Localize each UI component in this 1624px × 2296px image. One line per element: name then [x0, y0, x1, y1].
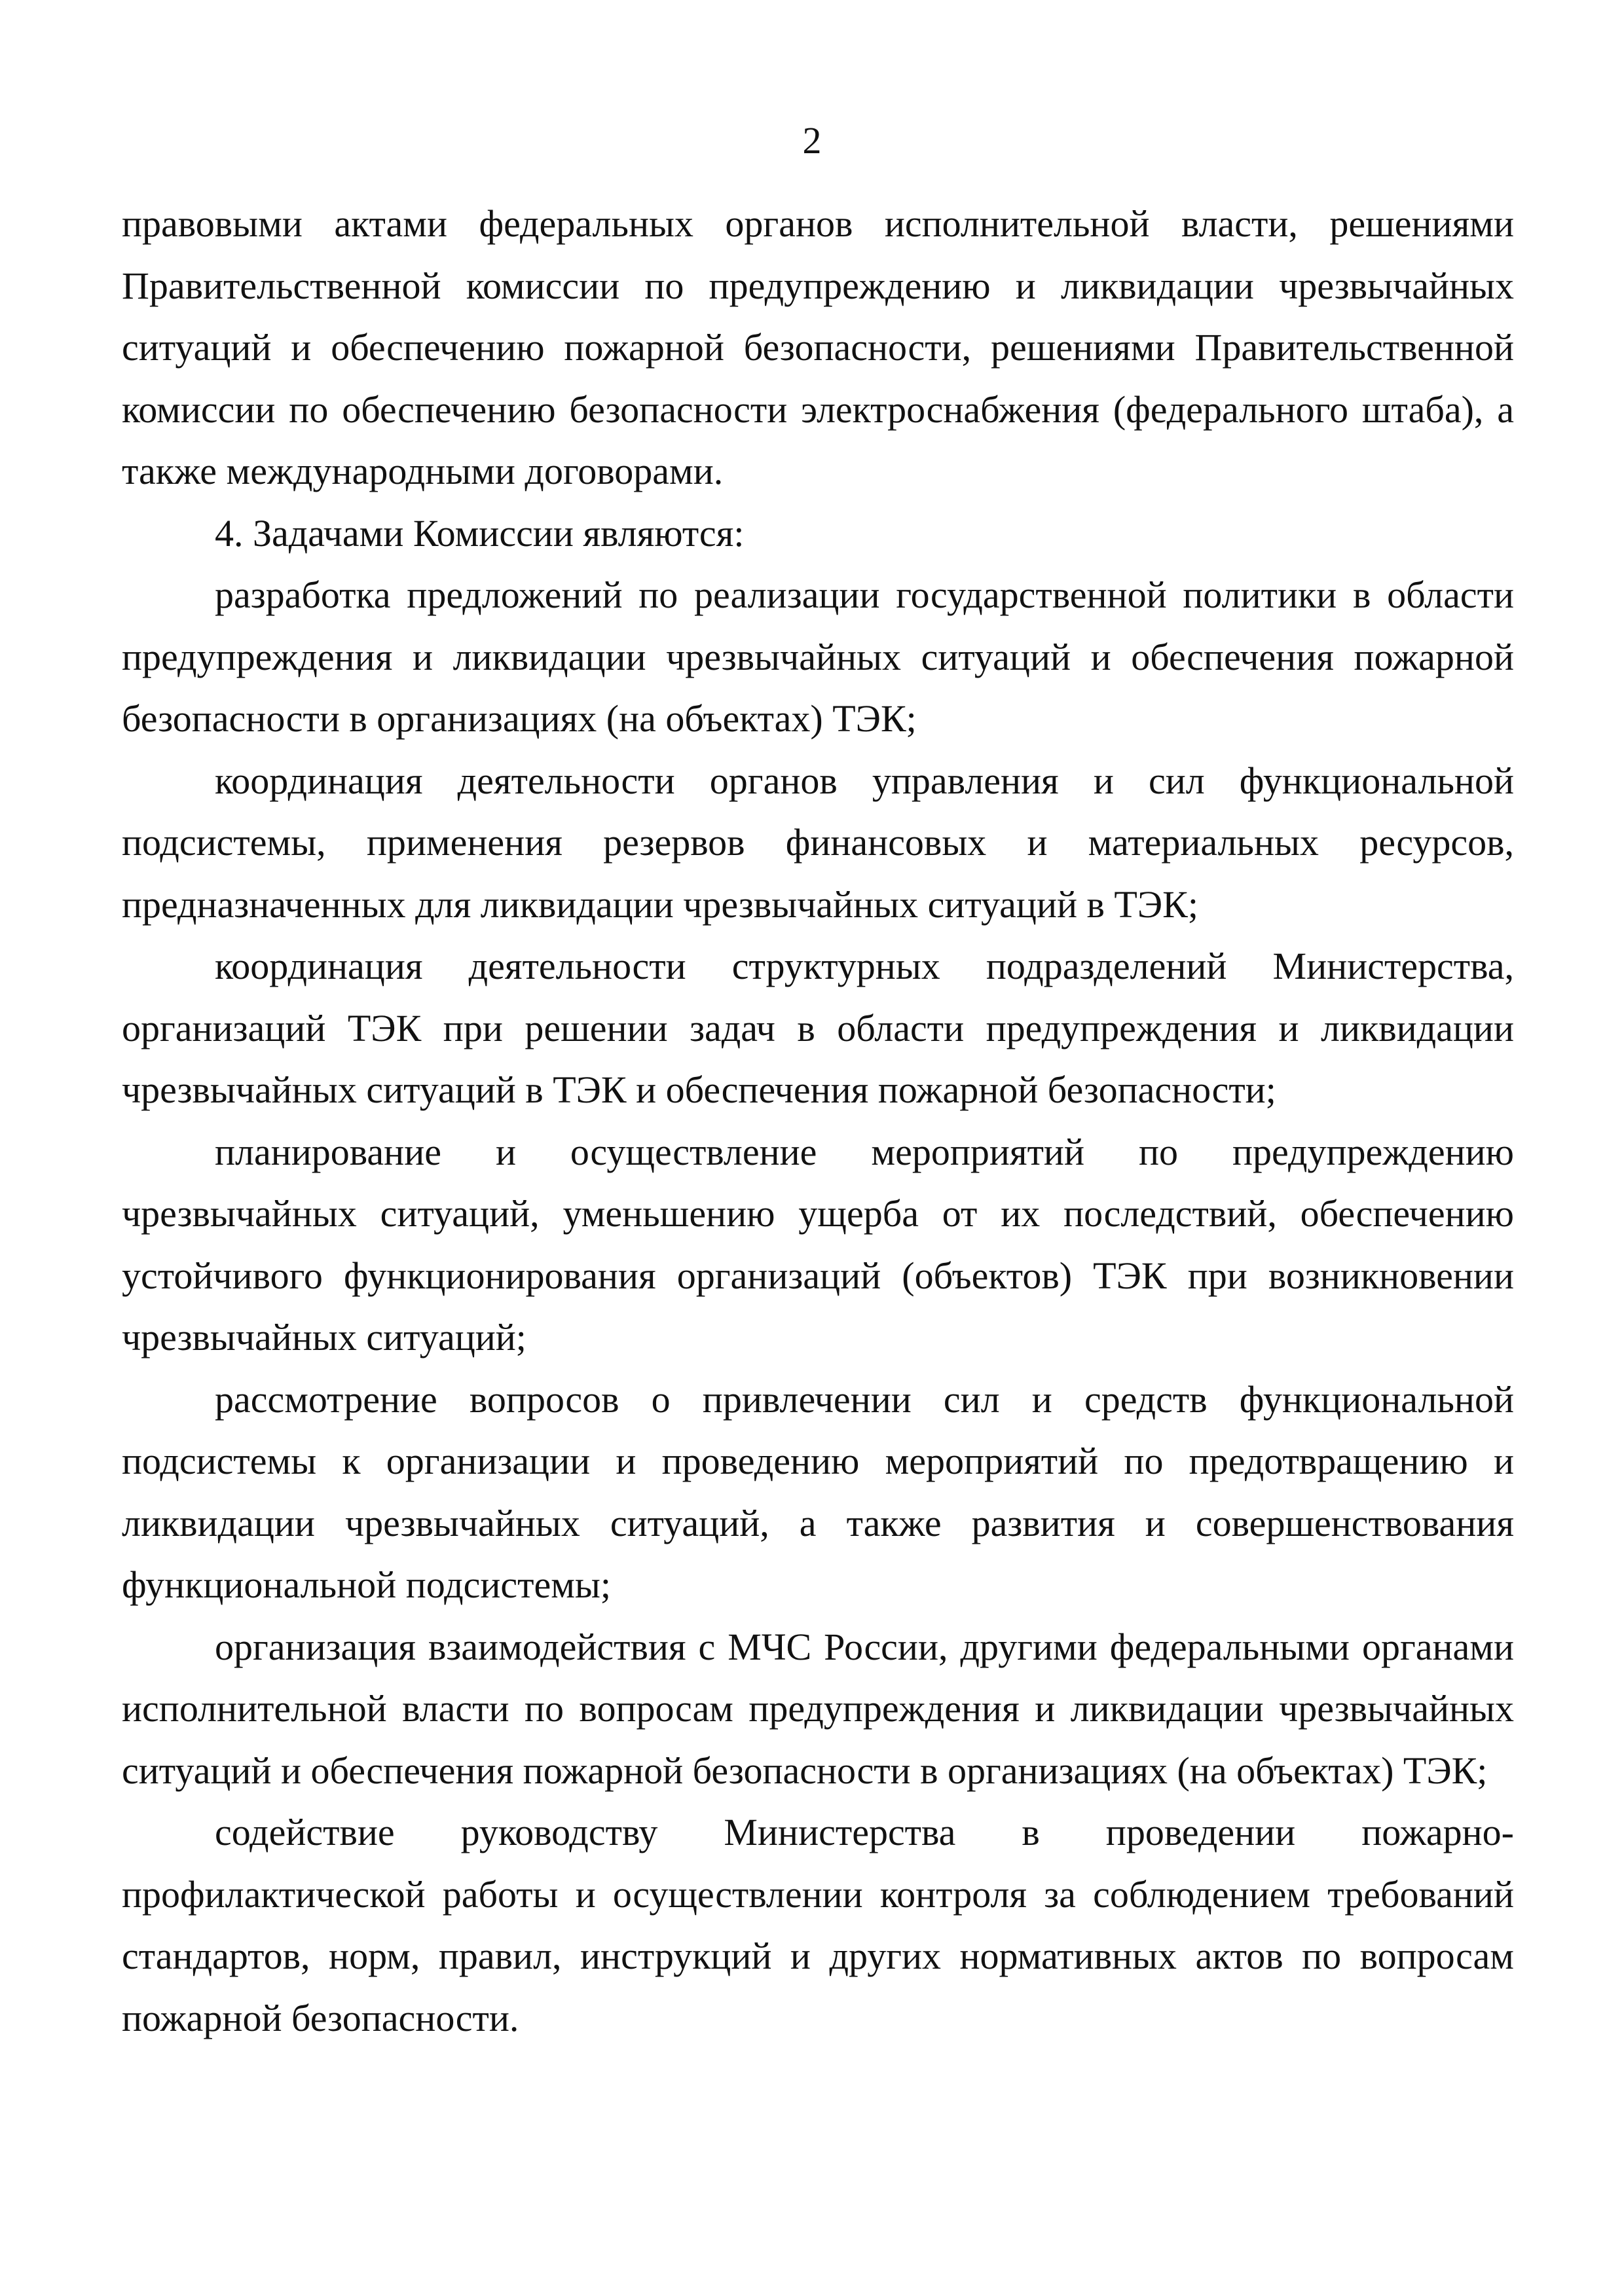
page-number: 2 [802, 119, 822, 162]
paragraph-task-policy-proposals: разработка предложений по реализации государственной политики в области предупреждения и ликвидации чрезвычайных ситуаций и обеспечения пожарной безопасности в организациях (на объектах) ТЭК; [122, 574, 1514, 740]
paragraph-task-planning: планирование и осуществление мероприятий по предупреждению чрезвычайных ситуаций, уменьшению ущерба от их последствий, обеспечению устойчивого функционирования организаций (объектов) ТЭК при возникновении чрезвычайных ситуаций; [122, 1130, 1514, 1358]
paragraph-section-heading: 4. Задачами Комиссии являются: [215, 511, 745, 555]
paragraph-task-fire-prevention: содействие руководству Министерства в проведении пожарно-профилактической работы и осуществлении контроля за соблюдением требований стандартов, норм, правил, инструкций и других нормативных актов по вопросам пожарной безопасности. [122, 1811, 1514, 2039]
document-body [122, 193, 1514, 2049]
paragraph-continuation: правовыми актами федеральных органов исполнительной власти, решениями Правительственной комиссии по предупреждению и ликвидации чрезвычайных ситуаций и обеспечению пожарной безопасности, решениями Правительственной комиссии по обеспечению безопасности электроснабжения (федерального штаба), а также международными договорами. [122, 202, 1514, 492]
paragraph-task-forces-review: рассмотрение вопросов о привлечении сил и средств функциональной подсистемы к организации и проведению мероприятий по предотвращению и ликвидации чрезвычайных ситуаций, а также развития и совершенствования функциональной подсистемы; [122, 1377, 1514, 1606]
paragraph-task-coordination-units: координация деятельности структурных подразделений Министерства, организаций ТЭК при решении задач в области предупреждения и ликвидации чрезвычайных ситуаций в ТЭК и обеспечения пожарной безопасности; [122, 945, 1514, 1111]
paragraph-task-coordination-forces: координация деятельности органов управления и сил функциональной подсистемы, применения резервов финансовых и материальных ресурсов, предназначенных для ликвидации чрезвычайных ситуаций в ТЭК; [122, 759, 1514, 926]
paragraph-task-interaction: организация взаимодействия с МЧС России, другими федеральными органами исполнительной власти по вопросам предупреждения и ликвидации чрезвычайных ситуаций и обеспечения пожарной безопасности в организациях (на объектах) ТЭК; [122, 1625, 1514, 1792]
